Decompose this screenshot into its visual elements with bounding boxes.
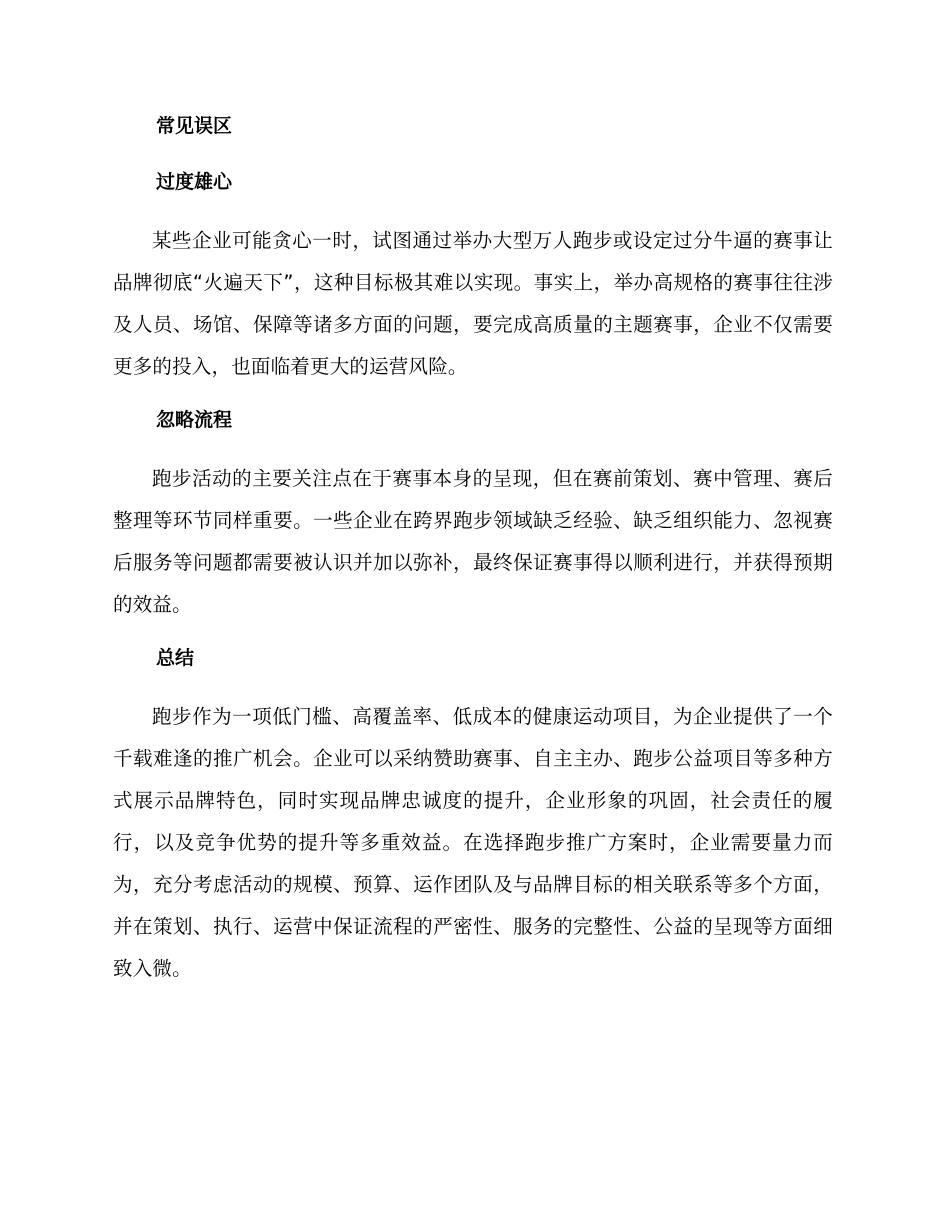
paragraph-summary: 跑步作为一项低门槛、高覆盖率、低成本的健康运动项目，为企业提供了一个千载难逢的推广机会。企业可以采纳赞助赛事、自主主办、跑步公益项目等多种方式展示品牌特色，同时实现品牌忠诚度的提升，企业形象的巩固，社会责任的履行，以及竞争优势的提升等多重效益。在选择跑步推广方案时，企业需要量力而为，充分考虑活动的规模、预算、运作团队及与品牌目标的相关联系等多个方面，并在策划、执行、运营中保证流程的严密性、服务的完整性、公益的呈现等方面细致入微。 <box>113 705 833 980</box>
subsection-heading-summary: 总结 <box>156 647 195 669</box>
paragraph-overambition: 某些企业可能贪心一时，试图通过举办大型万人跑步或设定过分牛逼的赛事让品牌彻底“火遍天下”，这种目标极其难以实现。事实上，举办高规格的赛事往往涉及人员、场馆、保障等诸多方面的问题，要完成高质量的主题赛事，企业不仅需要更多的投入，也面临着更大的运营风险。 <box>113 229 833 378</box>
subsection-heading-overambition: 过度雄心 <box>156 171 233 193</box>
paragraph-ignoring-process: 跑步活动的主要关注点在于赛事本身的呈现，但在赛前策划、赛中管理、赛后整理等环节同样重要。一些企业在跨界跑步领域缺乏经验、缺乏组织能力、忽视赛后服务等问题都需要被认识并加以弥补，最终保证赛事得以顺利进行，并获得预期的效益。 <box>113 467 833 616</box>
document-page <box>113 108 833 990</box>
subsection-heading-ignoring-process: 忽略流程 <box>156 409 233 431</box>
section-title: 常见误区 <box>156 115 233 137</box>
